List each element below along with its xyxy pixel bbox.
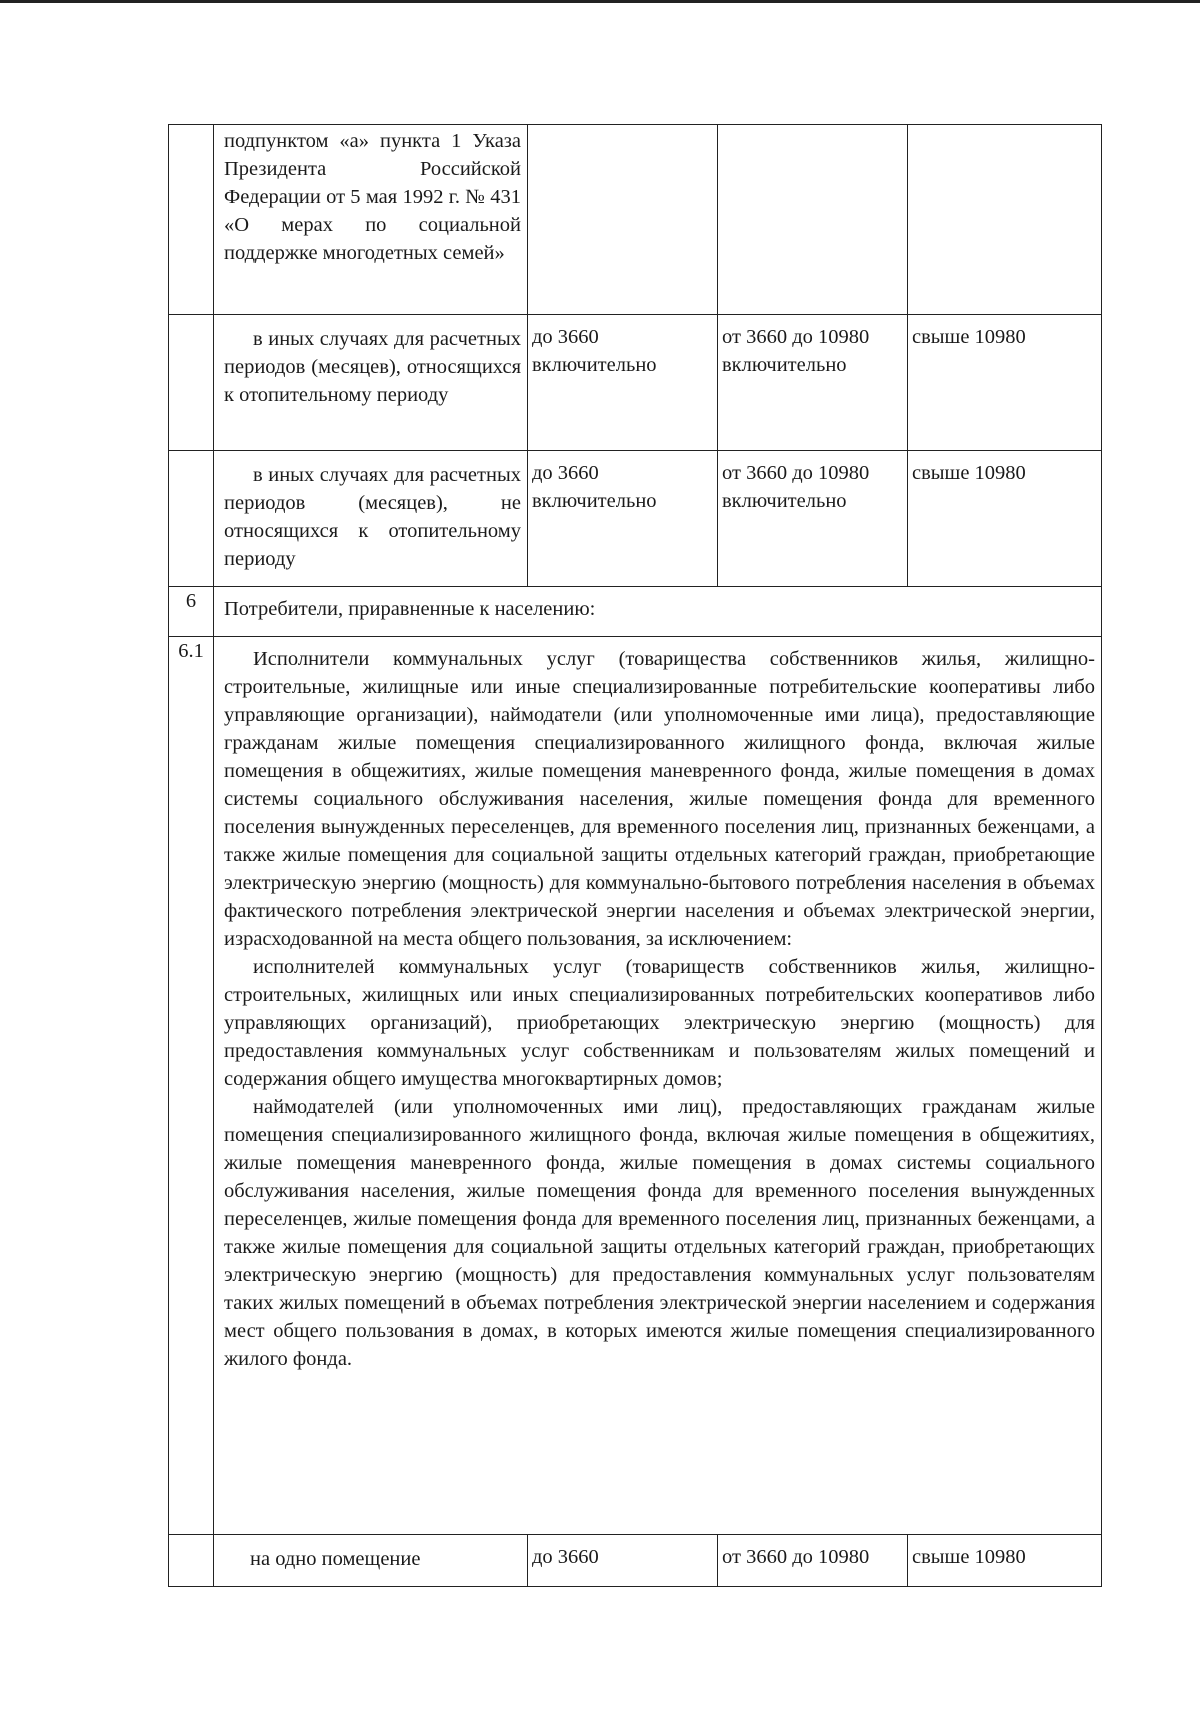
table-row: [169, 125, 1102, 315]
description-cell: [214, 315, 528, 451]
value-cell: [908, 315, 1102, 451]
paragraph: исполнителей коммунальных услуг (товариществ собственников жилья, жилищно-строительных, жилищных или иных специализированных потребительских кооперативов либо управляющих организаций), приобретающих электрическую энергию (мощность) для предоставления коммунальных услуг собственникам и пользователям жилых помещений и содержания общего имущества многоквартирных домов;: [224, 956, 1095, 1090]
number-cell: [169, 451, 214, 587]
section-heading: Потребители, приравненные к населению:: [224, 598, 596, 620]
value-low: до 3660: [532, 1546, 599, 1568]
row-description: в иных случаях для расчетных периодов (месяцев), не относящихся к отопительному периоду: [224, 464, 521, 570]
paragraph: Исполнители коммунальных услуг (товарищества собственников жилья, жилищно-строительные, жилищные или иные специализированные потребительские кооперативы либо управляющие организации), наймодатели (или уполномоченные ими лица), предоставляющие гражданам жилые помещения специализированного жилищного фонда, включая жилые помещения в общежитиях, жилые помещения маневренного фонда, жилые помещения в домах системы социального обслуживания населения, жилые помещения фонда для временного поселения вынужденных переселенцев, для временного поселения лиц, признанных беженцами, а также жилые помещения для социальной защиты отдельных категорий граждан, приобретающие электрическую энергию (мощность) для коммунально-бытового потребления населения в объемах фактического потребления электрической энергии населения и объемах электрической энергии, израсходованной на места общего пользования, за исключением:: [224, 648, 1095, 950]
description-cell: [214, 451, 528, 587]
number-cell: [169, 1535, 214, 1587]
value-low: до 3660 включительно: [532, 326, 657, 376]
value-high: свыше 10980: [912, 1546, 1026, 1568]
number-cell: [169, 125, 214, 315]
row-number: 6: [185, 590, 197, 612]
table-row: [169, 315, 1102, 451]
value-high: свыше 10980: [912, 326, 1026, 348]
description-cell: [214, 1535, 528, 1587]
table-row: [169, 587, 1102, 637]
value-cell: [528, 451, 718, 587]
value-cell: [718, 125, 908, 315]
value-cell: [908, 1535, 1102, 1587]
value-high: свыше 10980: [912, 462, 1026, 484]
number-cell: [169, 637, 214, 1535]
section-body-cell: [214, 637, 1102, 1535]
row-number: 6.1: [178, 640, 204, 662]
value-cell: [528, 315, 718, 451]
value-mid: от 3660 до 10980: [722, 1546, 870, 1568]
value-cell: [528, 125, 718, 315]
number-cell: [169, 587, 214, 637]
section-heading-cell: [214, 587, 1102, 637]
value-cell: [528, 1535, 718, 1587]
number-cell: [169, 315, 214, 451]
row-description: на одно помещение: [250, 1548, 421, 1570]
table-row: [169, 1535, 1102, 1587]
row-description: подпунктом «а» пункта 1 Указа Президента Российской Федерации от 5 мая 1992 г. № 431 «О мерах по социальной поддержке многодетных семей»: [224, 130, 521, 264]
value-mid: от 3660 до 10980 включительно: [722, 462, 870, 512]
value-low: до 3660 включительно: [532, 462, 657, 512]
value-cell: [908, 125, 1102, 315]
value-cell: [718, 1535, 908, 1587]
value-cell: [908, 451, 1102, 587]
row-description: в иных случаях для расчетных периодов (месяцев), относящихся к отопительному периоду: [224, 328, 521, 406]
tariff-table: [168, 124, 1102, 1587]
section-body: [214, 637, 1101, 1379]
value-cell: [718, 315, 908, 451]
top-border-line: [0, 0, 1200, 3]
table-row: [169, 451, 1102, 587]
value-cell: [718, 451, 908, 587]
table-row: [169, 637, 1102, 1535]
value-mid: от 3660 до 10980 включительно: [722, 326, 870, 376]
description-cell: [214, 125, 528, 315]
paragraph: наймодателей (или уполномоченных ими лиц), предоставляющих гражданам жилые помещения специализированного жилищного фонда, включая жилые помещения в общежитиях, жилые помещения маневренного фонда, жилые помещения в домах системы социального обслуживания населения, жилые помещения фонда для временного поселения вынужденных переселенцев, жилые помещения фонда для временного поселения лиц, признанных беженцами, а также жилые помещения для социальной защиты отдельных категорий граждан, приобретающих электрическую энергию (мощность) для предоставления коммунальных услуг пользователям таких жилых помещений в объемах потребления электрической энергии населением и содержания мест общего пользования в домах, в которых имеются жилые помещения специализированного жилого фонда.: [224, 1096, 1095, 1370]
